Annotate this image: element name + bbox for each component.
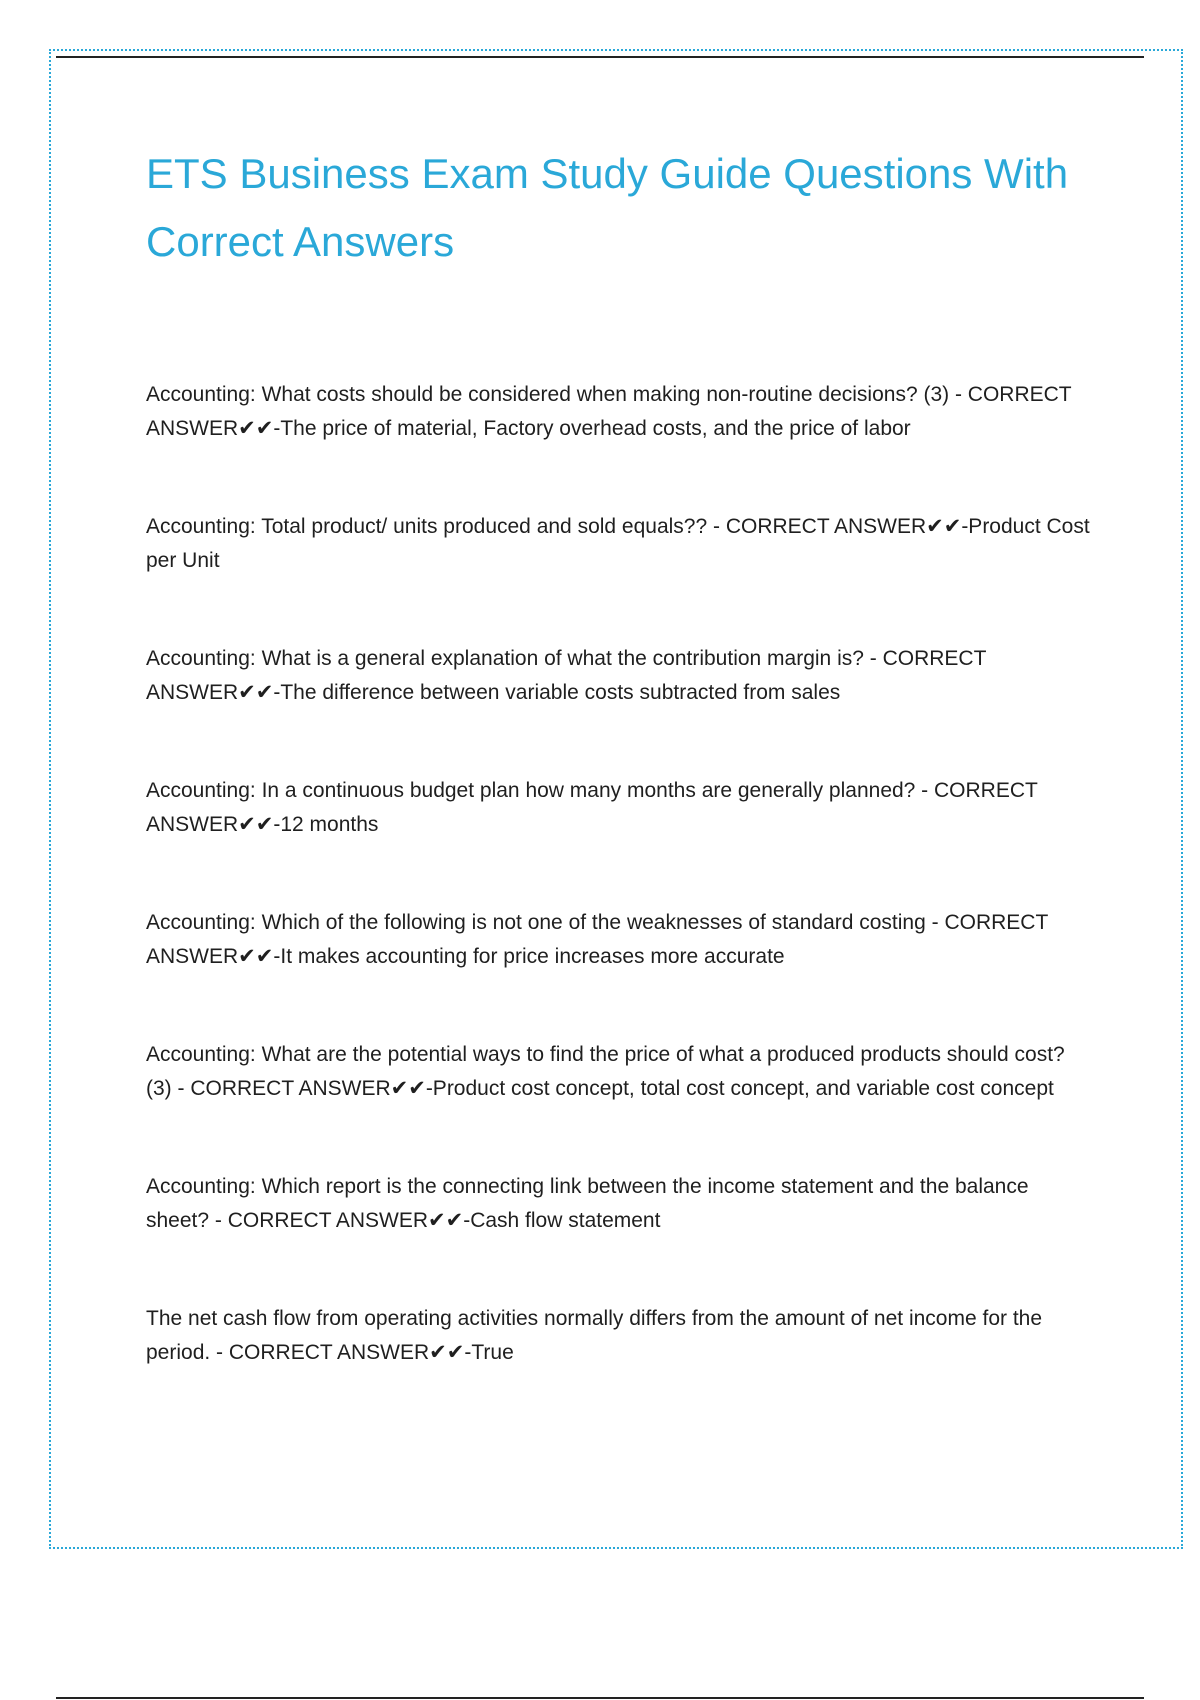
document-title: ETS Business Exam Study Guide Questions With Correct Answers [146, 150, 1069, 265]
qa-item-4: Accounting: In a continuous budget plan how many months are generally planned? - CORRECT ANSWER✔✔-12 months [146, 779, 1038, 836]
qa-item-5: Accounting: Which of the following is not one of the weaknesses of standard costing - CORRECT ANSWER✔✔-It makes accounting for price increases more accurate [146, 911, 1048, 968]
qa-item-6: Accounting: What are the potential ways to find the price of what a produced products should cost? (3) - CORRECT ANSWER✔✔-Product cost concept, total cost concept, and variable cost concept [146, 1043, 1065, 1100]
bottom-horizontal-rule [56, 1697, 1144, 1699]
qa-list [146, 378, 1096, 1434]
qa-item-7: Accounting: Which report is the connecting link between the income statement and the balance sheet? - CORRECT ANSWER✔✔-Cash flow statement [146, 1175, 1029, 1232]
qa-item-8: The net cash flow from operating activities normally differs from the amount of net income for the period. - CORRECT ANSWER✔✔-True [146, 1307, 1043, 1364]
top-horizontal-rule [56, 56, 1144, 58]
qa-item-2: Accounting: Total product/ units produced and sold equals?? - CORRECT ANSWER✔✔-Product Cost per Unit [146, 515, 1090, 572]
qa-item-1: Accounting: What costs should be considered when making non-routine decisions? (3) - CORRECT ANSWER✔✔-The price of material, Factory overhead costs, and the price of labor [146, 383, 1072, 440]
qa-item-3: Accounting: What is a general explanation of what the contribution margin is? - CORRECT ANSWER✔✔-The difference between variable costs subtracted from sales [146, 647, 987, 704]
